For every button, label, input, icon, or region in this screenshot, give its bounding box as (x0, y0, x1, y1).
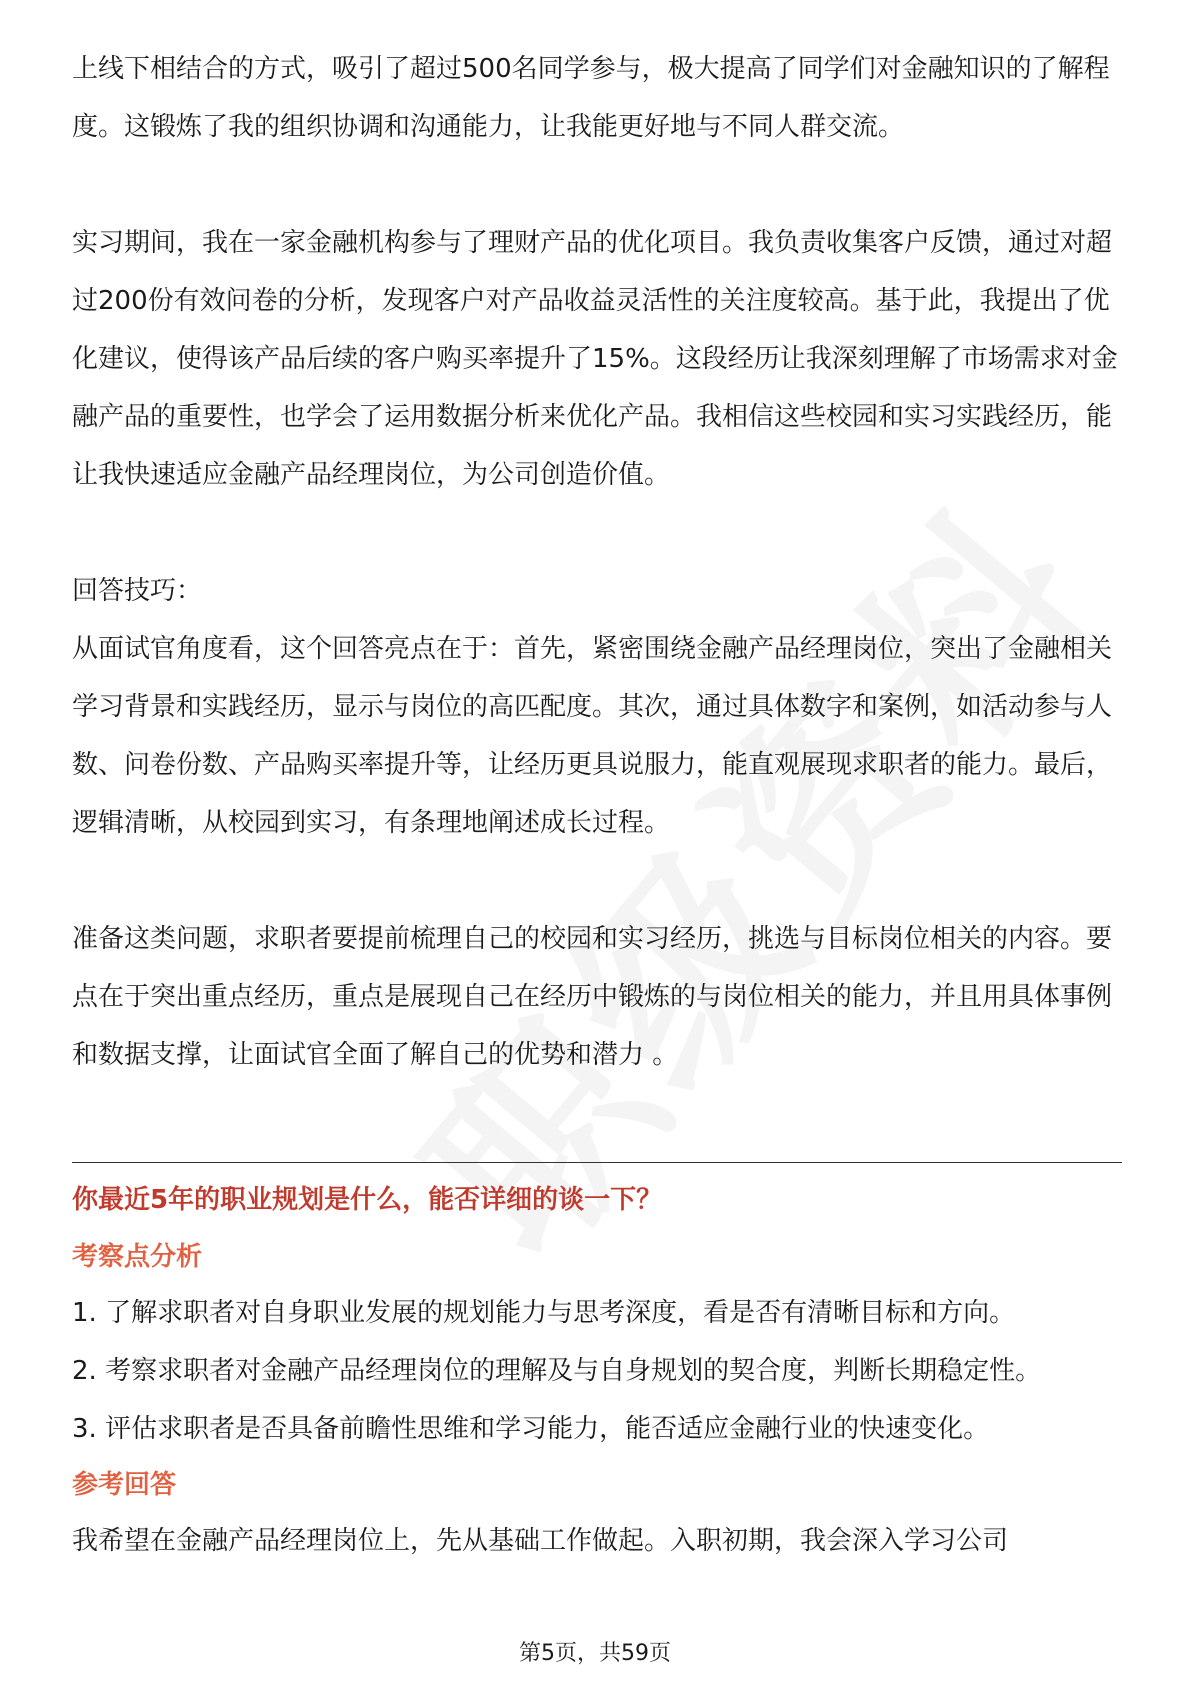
intro-paragraph-1: 上线下相结合的方式，吸引了超过500名同学参与，极大提高了同学们对金融知识的了解程度。这锻炼了我的组织协调和沟通能力，让我能更好地与不同人群交流。 (72, 54, 1110, 142)
tips-paragraph: 从面试官角度看，这个回答亮点在于：首先，紧密围绕金融产品经理岗位，突出了金融相关学习背景和实践经历，显示与岗位的高匹配度。其次，通过具体数字和案例，如活动参与人数、问卷份数、产品购买率提升等，让经历更具说服力，能直观展现求职者的能力。最后，逻辑清晰，从校园到实习，有条理地阐述成长过程。 (72, 634, 1113, 838)
answer-heading: 参考回答 (72, 1470, 177, 1500)
question-section (72, 1230, 1122, 1570)
prep-paragraph: 准备这类问题，求职者要提前梳理自己的校园和实习经历，挑选与目标岗位相关的内容。要点在于突出重点经历，重点是展现自己在经历中锻炼的与岗位相关的能力，并且用具体事例和数据支撑，让面试官全面了解自己的优势和潜力 。 (72, 924, 1113, 1070)
section-divider (72, 1162, 1122, 1163)
intro-paragraph-2: 实习期间，我在一家金融机构参与了理财产品的优化项目。我负责收集客户反馈，通过对超过200份有效问卷的分析，发现客户对产品收益灵活性的关注度较高。基于此，我提出了优化建议，使得该产品后续的客户购买率提升了15%。这段经历让我深刻理解了市场需求对金融产品的重要性，也学会了运用数据分析来优化产品。我相信这些校园和实习实践经历，能让我快速适应金融产品经理岗位，为公司创造价值。 (72, 228, 1118, 490)
question-title: 你最近5年的职业规划是什么，能否详细的谈一下？ (72, 1185, 663, 1215)
analysis-heading: 考察点分析 (72, 1242, 203, 1272)
tips-label: 回答技巧： (72, 576, 203, 606)
analysis-item-2: 2. 考察求职者对金融产品经理岗位的理解及与自身规划的契合度，判断长期稳定性。 (72, 1356, 1042, 1386)
answer-text: 我希望在金融产品经理岗位上，先从基础工作做起。入职初期，我会深入学习公司 (72, 1526, 1009, 1556)
page-number: 第5页，共59页 (519, 1641, 671, 1666)
document-body (72, 40, 1122, 1084)
analysis-item-3: 3. 评估求职者是否具备前瞻性思维和学习能力，能否适应金融行业的快速变化。 (72, 1414, 990, 1444)
analysis-item-1: 1. 了解求职者对自身职业发展的规划能力与思考深度，看是否有清晰目标和方向。 (72, 1298, 1016, 1328)
